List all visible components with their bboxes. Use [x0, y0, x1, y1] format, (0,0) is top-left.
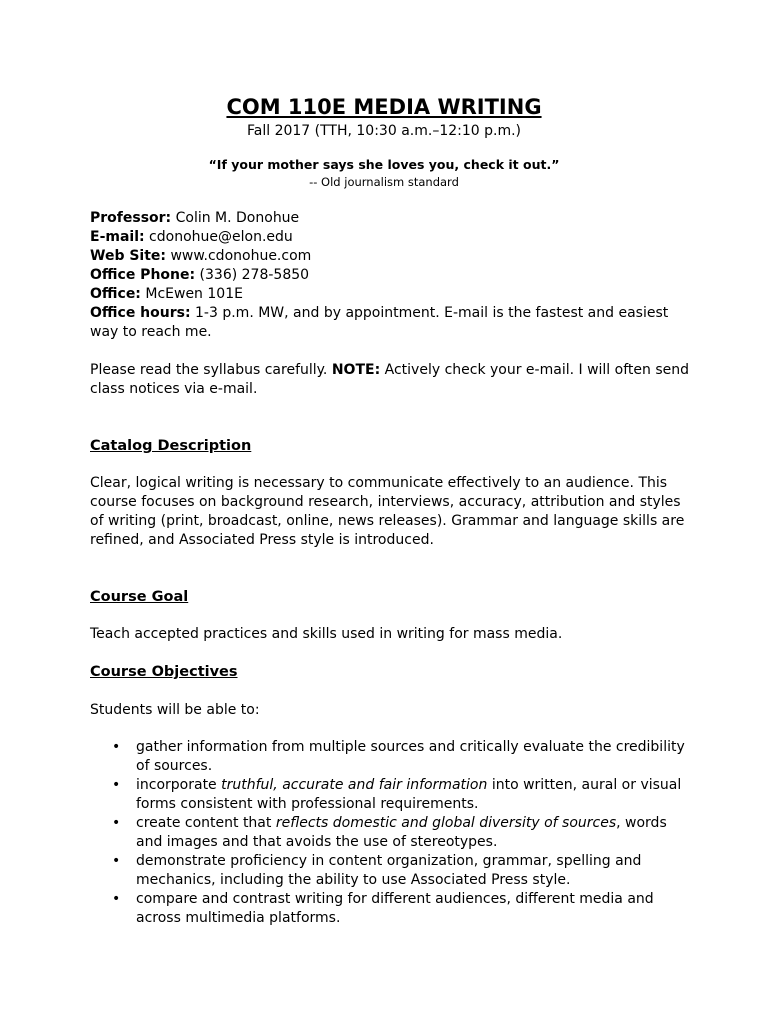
- professor-label: Professor:: [90, 210, 172, 226]
- bullet-icon: •: [112, 777, 121, 793]
- phone-label: Office Phone:: [90, 267, 196, 283]
- website-value: www.cdonohue.com: [166, 248, 312, 264]
- office-hours-label: Office hours:: [90, 305, 191, 321]
- objective-item: [90, 776, 690, 814]
- objective-item: [90, 738, 690, 776]
- website-label: Web Site:: [90, 248, 167, 264]
- objective-item: [90, 814, 690, 852]
- objective-item: [90, 890, 690, 928]
- office-value: McEwen 101E: [140, 286, 243, 302]
- epigraph-quote: “If your mother says she loves you, check it out.”: [208, 157, 560, 172]
- contact-block: [90, 209, 690, 342]
- professor-value: Colin M. Donohue: [171, 210, 300, 226]
- bullet-icon: •: [112, 853, 121, 869]
- objective-text-after: into written, aural or visual forms consistent with professional requirements.: [136, 777, 682, 812]
- office-hours-value: 1-3 p.m. MW, and by appointment. E-mail is the fastest and easiest way to reach me.: [90, 305, 669, 340]
- phone-value: (336) 278-5850: [195, 267, 310, 283]
- objective-text: gather information from multiple sources and critically evaluate the credibility of sources.: [136, 739, 685, 774]
- objective-text: demonstrate proficiency in content organization, grammar, spelling and mechanics, including the ability to use Associated Press style.: [136, 853, 642, 888]
- objective-emphasis: truthful, accurate and fair information: [221, 777, 488, 793]
- objective-text: incorporate: [136, 777, 222, 793]
- notice-text-before: Please read the syllabus carefully.: [90, 362, 332, 378]
- bullet-icon: •: [112, 891, 121, 907]
- course-goal-text: Teach accepted practices and skills used in writing for mass media.: [90, 626, 563, 642]
- office-row: [90, 285, 690, 304]
- objectives-list: [90, 738, 690, 928]
- office-hours-row: [90, 304, 690, 342]
- objective-text-after: , words and images and that avoids the use of stereotypes.: [136, 815, 667, 850]
- catalog-description-heading: Catalog Description: [90, 438, 252, 454]
- epigraph-attribution: -- Old journalism standard: [309, 175, 459, 189]
- notice-text-after: Actively check your e-mail. I will often send class notices via e-mail.: [90, 362, 689, 397]
- course-objectives-heading: Course Objectives: [90, 664, 238, 680]
- objective-text: create content that: [136, 815, 276, 831]
- catalog-description-text: Clear, logical writing is necessary to communicate effectively to an audience. This course focuses on background research, interviews, accuracy, attribution and styles of writing (print, broadcast, online, news releases). Grammar and language skills are refined, and Associated Press style is introduced.: [90, 475, 685, 548]
- phone-row: [90, 266, 690, 285]
- email-row: [90, 228, 690, 247]
- bullet-icon: •: [112, 815, 121, 831]
- objective-emphasis: reflects domestic and global diversity of sources: [275, 815, 617, 831]
- email-value: cdonohue@elon.edu: [144, 229, 293, 245]
- document-title: COM 110E MEDIA WRITING: [226, 95, 542, 119]
- bullet-icon: •: [112, 739, 121, 755]
- notice-label: NOTE:: [331, 362, 381, 378]
- course-term: Fall 2017 (TTH, 10:30 a.m.–12:10 p.m.): [247, 123, 521, 139]
- objective-item: [90, 852, 690, 890]
- course-goal-heading: Course Goal: [90, 589, 189, 605]
- syllabus-notice: [90, 361, 690, 399]
- course-objectives-intro: Students will be able to:: [90, 702, 260, 718]
- office-label: Office:: [90, 286, 141, 302]
- website-row: [90, 247, 690, 266]
- objective-text: compare and contrast writing for different audiences, different media and across multimedia platforms.: [136, 891, 654, 926]
- email-label: E-mail:: [90, 229, 145, 245]
- professor-row: [90, 209, 690, 228]
